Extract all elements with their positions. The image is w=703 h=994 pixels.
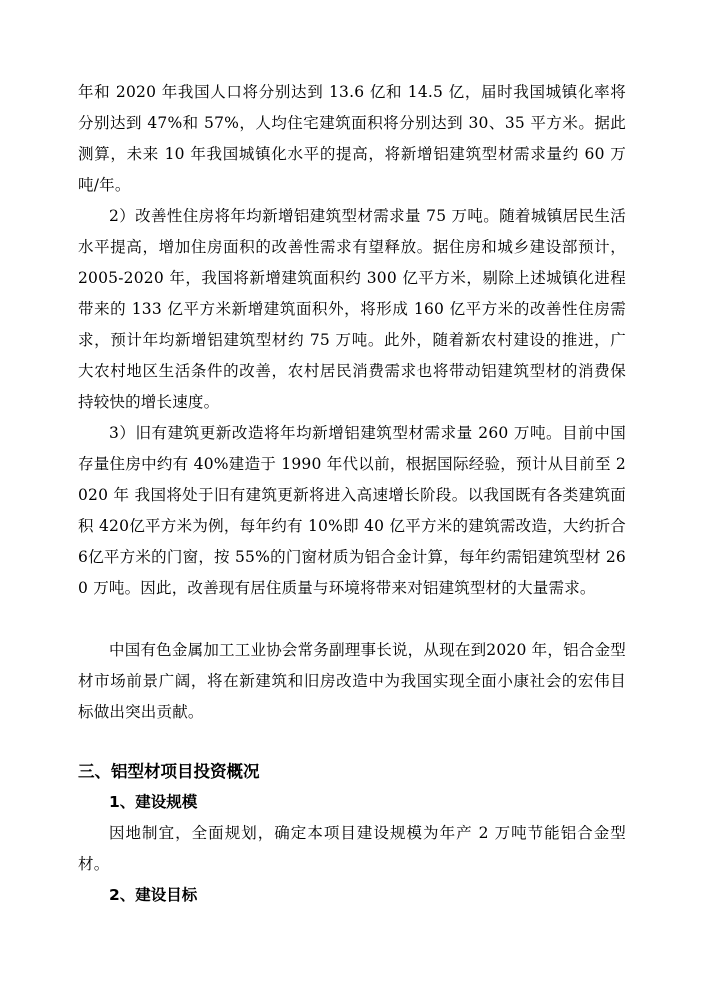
paragraph-text: 3）旧有建筑更新改造将年均新增铝建筑型材需求量 260 万吨。目前中国存量住房中约有 40%建造于 1990 年代以前，根据国际经验，预计从目前至 2020 年 我国将处于旧有建筑更新将进入高速增长阶段。以我国既有各类建筑面积 420亿平方米为例，每年约有 10%即 40 亿平方米的建筑需改造，大约折合 6亿平方米的门窗，按 55%的门窗材质为铝合金计算，每年约需铝建筑型材 260 万吨。因此，改善现有居住质量与环境将带来对铝建筑型材的大量需求。 [78,424,626,597]
paragraph-improved-housing [78,201,626,418]
paragraph-text: 因地制宜，全面规划，确定本项目建设规模为年产 2 万吨节能铝合金型材。 [78,824,626,873]
paragraph-renovation [78,418,626,604]
subsection-title: 1、建设规模 [109,793,198,811]
subsection-scale [78,787,626,880]
subsection-goals [78,880,626,911]
paragraph-text: 2）改善性住房将年均新增铝建筑型材需求量 75 万吨。随着城镇居民生活水平提高，增加住房面积的改善性需求有望释放。据住房和城乡建设部预计， 2005-2020 年，我国将新增建筑面积约 300 亿平方米，剔除上述城镇化进程带来的 133 亿平方米新增建筑面积外，将形成 160 亿平方米的改善性住房需求，预计年均新增铝建筑型材约 75 万吨。此外，随着新农村建设的推进，广大农村地区生活条件的改善，农村居民消费需求也将带动铝建筑型材的消费保持较快的增长速度。 [78,207,626,411]
paragraph-industry-quote [78,635,626,728]
paragraph-text: 年和 2020 年我国人口将分别达到 13.6 亿和 14.5 亿，届时我国城镇化率将分别达到 47%和 57%，人均住宅建筑面积将分别达到 30、35 平方米。据此测算，未来 10 年我国城镇化水平的提高，将新增铝建筑型材需求量约 60 万吨/年。 [78,83,626,194]
paragraph-urbanization [78,77,626,201]
section-title: 三、铝型材项目投资概况 [78,762,260,781]
subsection-title: 2、建设目标 [109,886,198,904]
section-investment-overview [78,756,626,787]
paragraph-text: 中国有色金属加工工业协会常务副理事长说，从现在到2020 年，铝合金型材市场前景广阔，将在新建筑和旧房改造中为我国实现全面小康社会的宏伟目标做出突出贡献。 [78,641,626,721]
